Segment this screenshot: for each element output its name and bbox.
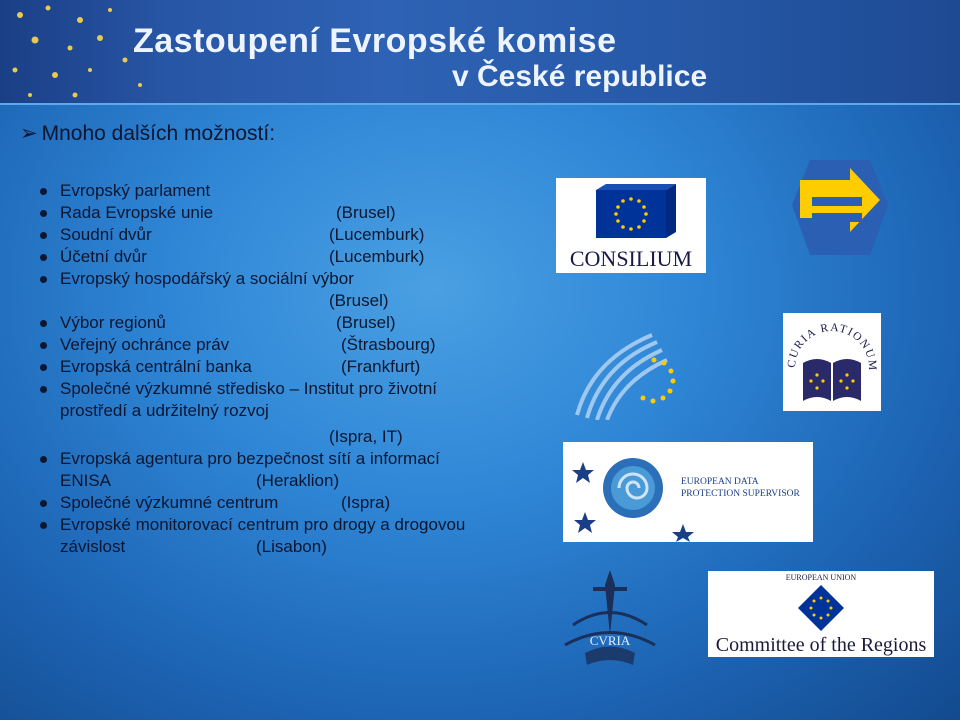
bullet-icon	[40, 188, 47, 195]
cvria-text: CVRIA	[589, 633, 631, 648]
list-item	[36, 356, 556, 378]
list-item-continuation	[36, 470, 556, 492]
item-name: Veřejný ochránce práv	[60, 335, 230, 354]
bullet-icon	[40, 500, 47, 507]
list-item-continuation	[36, 536, 556, 558]
item-name: Evropský parlament	[60, 181, 211, 200]
header-title: Zastoupení Evropské komise	[133, 22, 617, 60]
ombudsman-logo-icon	[790, 155, 890, 260]
cvria-logo-icon	[555, 565, 665, 675]
edps-emblem-icon	[563, 442, 813, 542]
list-item	[36, 378, 556, 400]
consilium-logo	[556, 178, 706, 273]
list-item	[36, 180, 556, 202]
consilium-text: CONSILIUM	[569, 246, 693, 271]
list-item-continuation	[36, 426, 556, 448]
bullet-icon	[40, 320, 47, 327]
item-name: Evropská agentura pro bezpečnost sítí a informací	[60, 449, 440, 468]
arrow-bullet-icon: ➢	[20, 122, 38, 145]
list-item	[36, 334, 556, 356]
item-location: (Lucemburk)	[329, 225, 425, 244]
item-continuation: prostředí a udržitelný rozvoj	[60, 401, 269, 420]
cor-name-text: Committee of the Regions	[715, 634, 927, 656]
item-location: (Brusel)	[329, 291, 389, 310]
item-name: Soudní dvůr	[60, 225, 152, 244]
item-name: Evropské monitorovací centrum pro drogy a drogovou	[60, 515, 466, 534]
item-continuation: ENISA	[60, 471, 112, 490]
item-continuation: závislost	[60, 537, 126, 556]
item-location: (Štrasbourg)	[341, 335, 436, 354]
item-location: (Frankfurt)	[341, 357, 421, 376]
list-item	[36, 514, 556, 536]
subtitle-text: Mnoho dalších možností:	[41, 122, 276, 145]
list-item-continuation	[36, 290, 556, 312]
header-divider	[0, 103, 960, 105]
list-item	[36, 492, 556, 514]
list-item	[36, 224, 556, 246]
list-item	[36, 268, 556, 290]
ecb-swoosh-logo-icon	[572, 330, 692, 420]
item-location: (Ispra, IT)	[329, 427, 403, 446]
bullet-icon	[40, 342, 47, 349]
curia-rationum-logo	[783, 313, 881, 411]
curia-rationum-emblem-icon	[783, 313, 881, 411]
item-name: Evropský hospodářský a sociální výbor	[60, 269, 354, 288]
cor-emblem-icon	[708, 571, 934, 657]
item-location: (Ispra)	[341, 493, 391, 512]
edps-line2: PROTECTION SUPERVISOR	[681, 489, 800, 499]
list-item	[36, 246, 556, 268]
item-location: (Brusel)	[336, 313, 396, 332]
item-name: Účetní dvůr	[60, 247, 147, 266]
list-item	[36, 448, 556, 470]
item-name: Rada Evropské unie	[60, 203, 214, 222]
header-banner	[0, 0, 960, 105]
cor-top-text: EUROPEAN UNION	[785, 573, 857, 582]
bullet-icon	[40, 276, 47, 283]
edps-logo	[563, 442, 813, 542]
edps-line1: EUROPEAN DATA	[681, 477, 759, 487]
bullet-icon	[40, 232, 47, 239]
item-name: Společné výzkumné středisko – Institut pro životní	[60, 379, 438, 398]
consilium-emblem-icon	[556, 178, 706, 273]
bullet-icon	[40, 522, 47, 529]
bullet-icon	[40, 456, 47, 463]
item-name: Společné výzkumné centrum	[60, 493, 279, 512]
item-location: (Brusel)	[336, 203, 396, 222]
bullet-icon	[40, 364, 47, 371]
header-subtitle: v České republice	[452, 60, 708, 93]
item-name: Evropská centrální banka	[60, 357, 252, 376]
institution-list	[36, 180, 556, 558]
bullet-icon	[40, 254, 47, 261]
item-location: (Heraklion)	[256, 471, 340, 490]
committee-of-regions-logo	[708, 571, 934, 657]
slide-subtitle	[20, 121, 275, 146]
bullet-icon	[40, 386, 47, 393]
svg-text:CURIA RATIONUM	[786, 322, 878, 372]
curia-rationum-text: CURIA RATIONUM	[785, 321, 879, 372]
item-location: (Lisabon)	[256, 537, 327, 556]
bullet-icon	[40, 210, 47, 217]
item-location: (Lucemburk)	[329, 247, 425, 266]
list-item	[36, 202, 556, 224]
item-name: Výbor regionů	[60, 313, 166, 332]
list-item	[36, 312, 556, 334]
